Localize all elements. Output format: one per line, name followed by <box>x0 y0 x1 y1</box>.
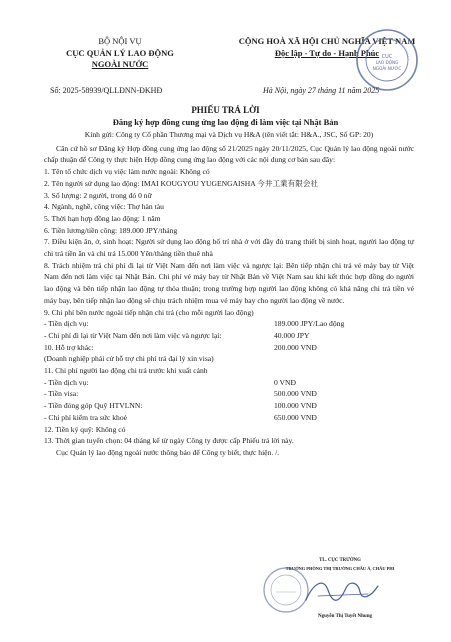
row-value: 40.000 JPY <box>274 330 310 340</box>
row-label: - Tiền dịch vụ: <box>44 319 89 329</box>
ministry-name: BỘ NỘI VỤ <box>98 36 142 46</box>
official-stamp <box>355 28 419 92</box>
row-value: 189.000 JPY/Lao động <box>274 319 345 329</box>
item-11-heading: 11. Chi phí người lao động chi trả trước khi xuất cảnh <box>44 366 208 376</box>
item-10 <box>44 342 414 354</box>
item-4: 4. Ngành, nghề, công việc: Thợ hàn tàu <box>44 202 164 212</box>
item-2: 2. Tên người sử dụng lao động: IMAI KOUGYOU YUGENGAISHA 今井工業有限会社 <box>44 178 319 188</box>
row-label: - Tiền visa: <box>44 389 79 399</box>
item-11-row <box>44 412 414 424</box>
signatory-name: Nguyễn Thị Tuyết Nhung <box>318 614 372 619</box>
item-9-row <box>44 330 414 342</box>
row-value: 500.000 VNĐ <box>274 389 317 399</box>
row-label: - Tiền đóng góp Quỹ HTVLNN: <box>44 401 143 411</box>
document-number: Số: 2025-58939/QLLĐNN-ĐKHĐ <box>50 86 163 95</box>
svg-text:LAO ĐỘNG: LAO ĐỘNG <box>375 60 399 65</box>
document-body <box>44 129 414 459</box>
item-10-note: (Doanh nghiệp phải cử hỗ trợ chi phí trả đại lý xin visa) <box>44 354 214 364</box>
row-value: 100.000 VNĐ <box>274 401 317 411</box>
item-11-row <box>44 400 414 412</box>
item-1: 1. Tên tổ chức dịch vụ việc làm nước ngoài: Không có <box>44 167 210 177</box>
row-value: 0 VNĐ <box>274 377 297 387</box>
document-subtitle: Đăng ký hợp đồng cung ứng lao động đi làm việc tại Nhật Bản <box>112 117 339 127</box>
item-13: 13. Thời gian tuyển chọn: 04 tháng kể từ ngày Công ty được cấp Phiếu trả lời này. <box>44 436 294 446</box>
handwritten-signature <box>298 572 388 610</box>
item-9: 9. Chi phí bên nước ngoài tiếp nhận chi trả (cho mỗi người lao động) <box>44 307 254 317</box>
svg-text:NGOÀI NƯỚC: NGOÀI NƯỚC <box>372 66 402 71</box>
row-label: - Chi phí kiểm tra sức khoẻ <box>44 412 127 422</box>
item-11-row <box>44 388 414 400</box>
recipient-line: Kính gửi: Công ty Cổ phần Thương mại và Dịch vụ H&A (tên viết tắt: H&A., JSC, Số GP: 20) <box>84 130 374 139</box>
item-12: 12. Tiền ký quỹ: Không có <box>44 424 126 434</box>
row-value: 650.000 VNĐ <box>274 412 317 422</box>
item-5: 5. Thời hạn hợp đồng lao động: 1 năm <box>44 213 161 223</box>
row-value: 200.000 VNĐ <box>274 342 317 352</box>
row-label: - Chi phí đi lại từ Việt Nam đến nơi làm việc và ngược lại: <box>44 330 222 340</box>
item-8: 8. Trách nhiệm trả chi phí đi lại từ Việt Nam đến nơi làm việc và ngược lại: Bên tiếp nhận chi trả vé máy bay từ Việt Nam đến nơi làm việc tại Nhật Bản. Chi phí vé máy bay từ Nhật Bản về Việt Nam sau khi kết thúc hợp đồng do người lao động và bên tiếp nhận lao động tự thỏa thuận; trong trường hợp người lao động không có khả năng chi trả tiền vé máy bay, bên tiếp nhận lao động sẽ chịu trách nhiệm mua vé máy bay cho người lao động về nước. <box>44 260 414 305</box>
intro-paragraph: Căn cứ hồ sơ Đăng ký Hợp đồng cung ứng lao động số 21/2025 ngày 20/11/2025, Cục Quản lý lao động ngoài nước chấp thuận để Công ty thực hiện Hợp đồng cung ứng lao động với các nội dung cơ bản sau đây: <box>44 143 414 165</box>
signatory-title: TL. CỤC TRƯỞNG <box>319 558 361 563</box>
item-9-row <box>44 318 414 330</box>
row-label: - Tiền dịch vụ: <box>44 377 89 387</box>
department-name-line2: NGOÀI NƯỚC <box>91 59 149 69</box>
svg-text:CỤC: CỤC <box>381 54 393 60</box>
national-motto: Độc lập - Tự do - Hạnh Phúc <box>274 48 380 58</box>
item-7: 7. Điều kiện ăn, ở, sinh hoạt: Người sử dụng lao động bố trí nhà ở với đầy đủ trang thiết bị sinh hoạt, người lao động tự chi trả tiền ăn và chi trả 15.000 Yên/tháng tiền thuê nhà <box>44 237 414 259</box>
department-name: CỤC QUẢN LÝ LAO ĐỘNG <box>66 48 174 58</box>
item-3: 3. Số lượng: 2 người, trong đó 0 nữ <box>44 190 152 200</box>
document-title: PHIẾU TRẢ LỜI <box>191 105 260 115</box>
item-6: 6. Tiền lương/tiền công: 189.000 JPY/tháng <box>44 225 178 235</box>
signatory-position: TRƯỞNG PHÒNG THỊ TRƯỜNG CHÂU Á, CHÂU PHI <box>285 566 395 571</box>
row-label: 10. Hỗ trợ khác: <box>44 342 94 352</box>
item-11-row <box>44 377 414 389</box>
country-name: CỘNG HOÀ XÃ HỘI CHỦ NGHĨA VIỆT NAM <box>238 36 416 46</box>
closing-sentence: Cục Quản lý lao động ngoài nước thông báo để Công ty biết, thực hiện. /. <box>56 447 280 457</box>
place-and-date: Hà Nội, ngày 27 tháng 11 năm 2025 <box>263 86 380 95</box>
